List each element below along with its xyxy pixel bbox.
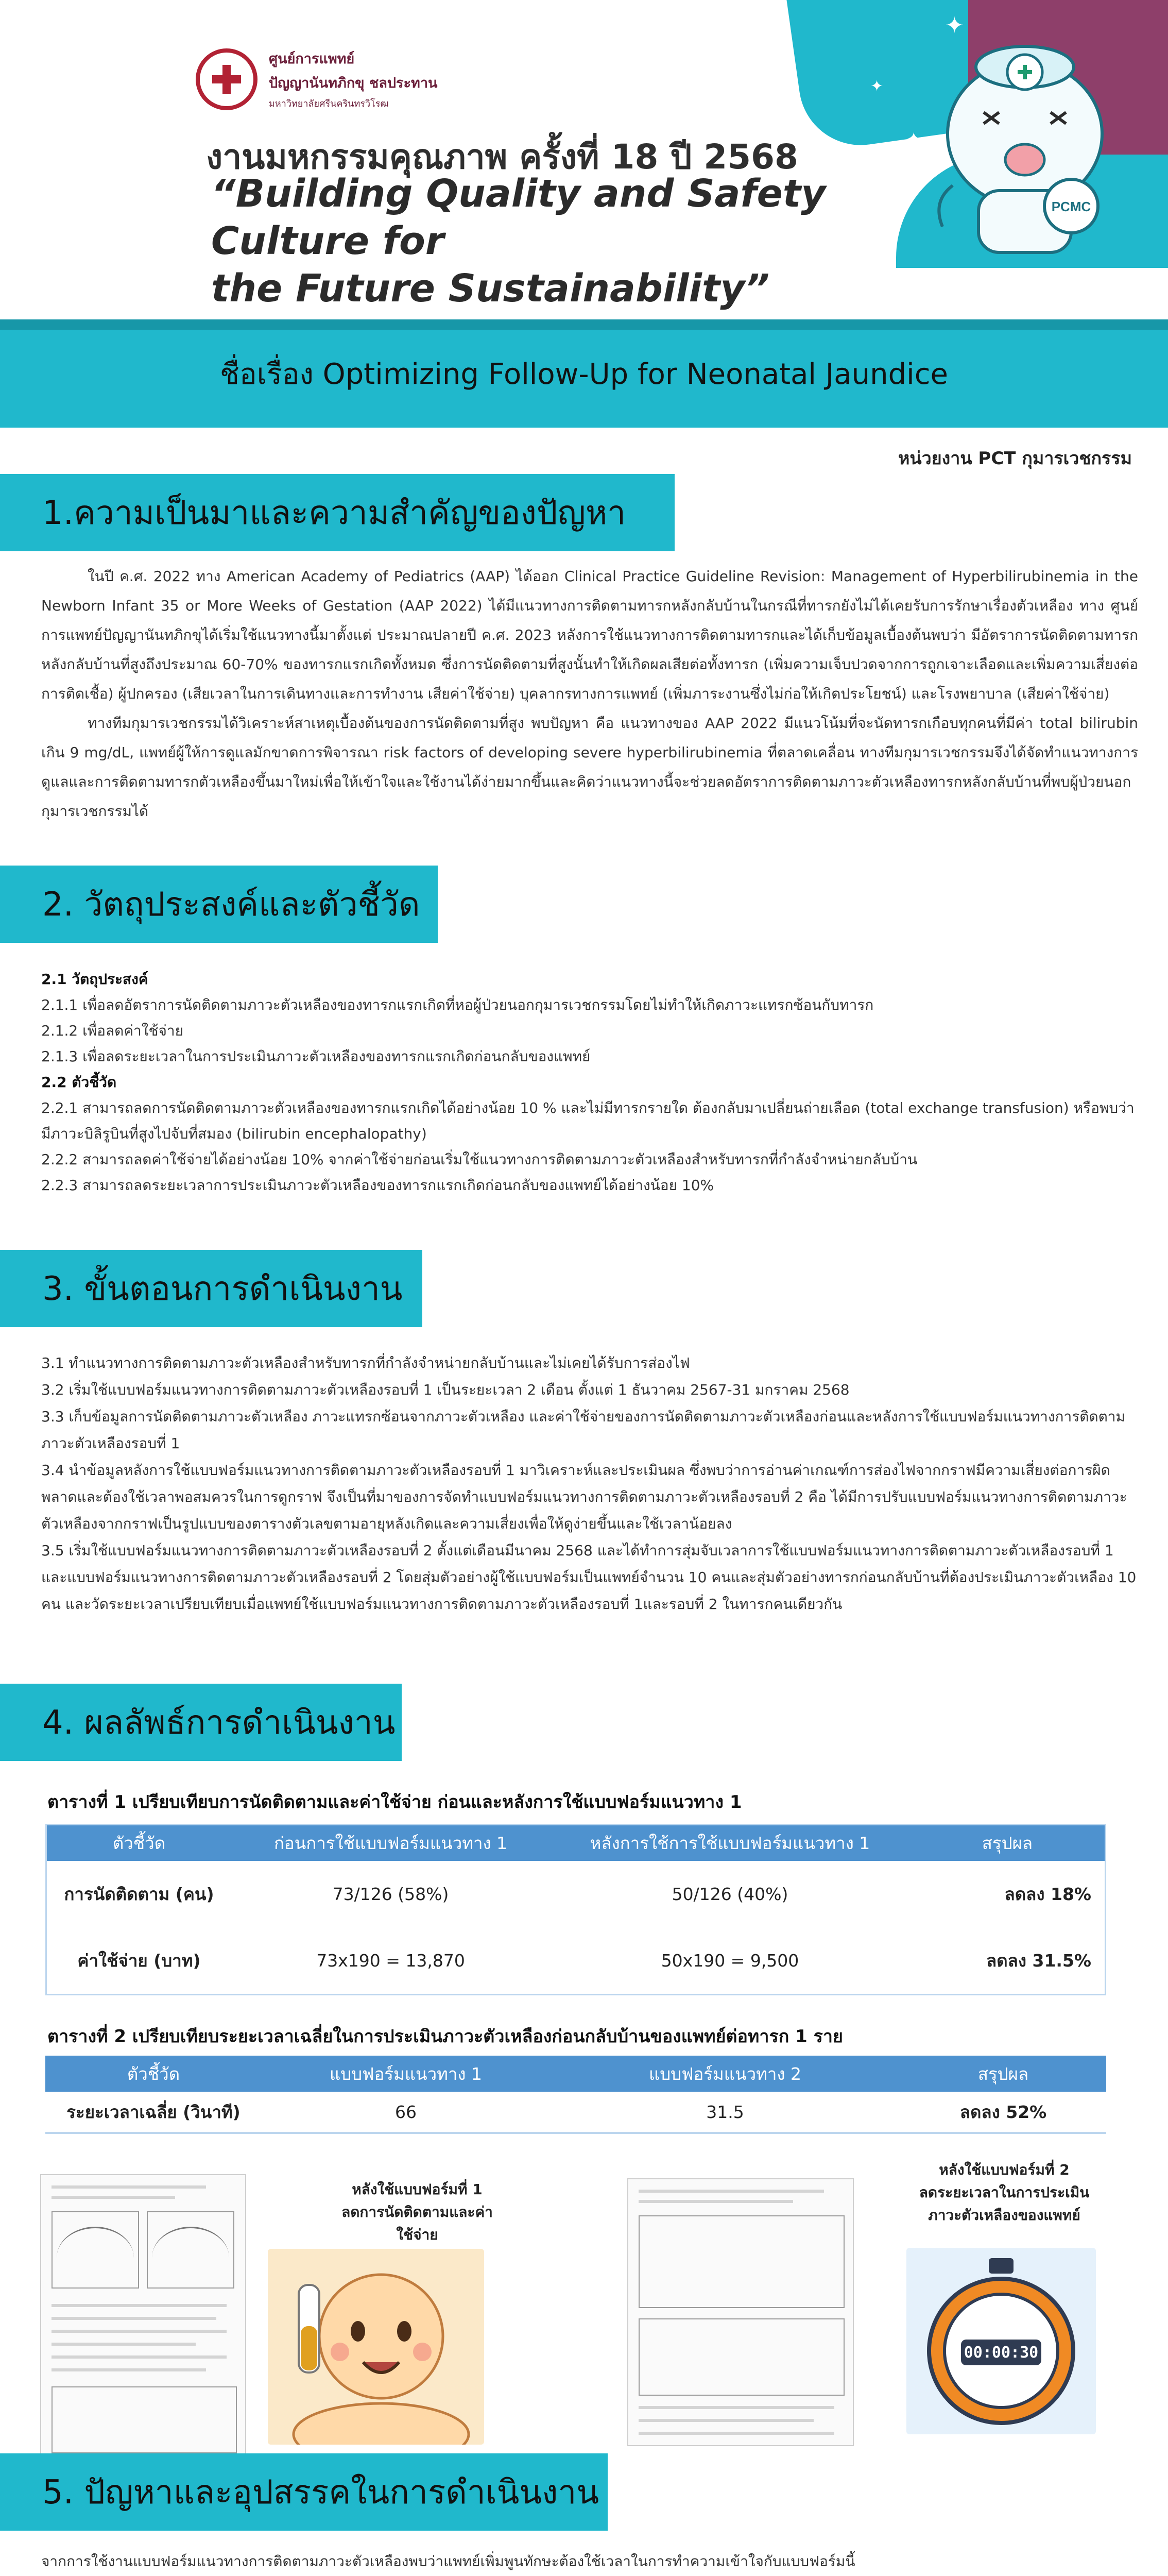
- section-3-header: 3. ขั้นตอนการดำเนินงาน: [0, 1250, 422, 1327]
- step-item: 3.2 เริ่มใช้แบบฟอร์มแนวทางการติดตามภาวะตัวเหลืองรอบที่ 1 เป็นระยะเวลา 2 เดือน ตั้งแต่ 1 ธันวาคม 2567-31 มกราคม 2568: [41, 1381, 850, 1398]
- section-3-body: [41, 1350, 1138, 1618]
- table-header-cell: สรุปผล: [900, 2056, 1106, 2092]
- indicator-item: 2.2.3 สามารถลดระยะเวลาการประเมินภาวะตัวเหลืองของทารกแรกเกิดก่อนกลับของแพทย์ได้อย่างน้อย 10%: [41, 1177, 714, 1194]
- form-1-thumbnail: [40, 2174, 246, 2463]
- step-item: 3.1 ทำแนวทางการติดตามภาวะตัวเหลืองสำหรับทารกที่กำลังจำหน่ายกลับบ้านและไม่เคยได้รับการส่องไฟ: [41, 1354, 690, 1371]
- hospital-emblem-icon: [196, 48, 257, 110]
- step-item: 3.5 เริ่มใช้แบบฟอร์มแนวทางการติดตามภาวะตัวเหลืองรอบที่ 2 ตั้งแต่เดือนมีนาคม 2568 และได้ทำการสุ่มจับเวลาการใช้แบบฟอร์มแนวทางการติดตามภาวะตัวเหลืองรอบที่ 1 และแบบฟอร์มแนวทางการติดตามภาวะตัวเหลืองรอบที่ 2 โดยสุ่มตัวอย่างผู้ใช้แบบฟอร์มเป็นแพทย์จำนวน 10 คนและสุ่มตัวอย่างทารกก่อนกลับบ้านที่ต้องประเมินภาวะตัวเหลือง 10 คน และวัดระยะเวลาเปรียบเทียบเมื่อแพทย์ใช้แบบฟอร์มแนวทางการติดตามภาวะตัวเหลืองรอบที่ 1และรอบที่ 2 ในทารกคนเดียวกัน: [41, 1542, 1137, 1613]
- objective-item: 2.1.3 เพื่อลดระยะเวลาในการประเมินภาวะตัวเหลืองของทารกแรกเกิดก่อนกลับของแพทย์: [41, 1048, 591, 1065]
- section-4-header: 4. ผลลัพธ์การดำเนินงาน: [0, 1684, 402, 1761]
- table-cell: ลดลง 52%: [900, 2092, 1106, 2133]
- star-icon: ✦: [870, 77, 884, 95]
- objective-item: 2.1.1 เพื่อลดอัตราการนัดติดตามภาวะตัวเหลืองของทารกแรกเกิดที่หอผู้ป่วยนอกกุมารเวชกรรมโดยไม่ทำให้เกิดภาวะแทรกซ้อนกับทารก: [41, 996, 874, 1013]
- event-theme-line2: the Future Sustainability”: [211, 266, 770, 311]
- objective-heading: 2.1 วัตถุประสงค์: [41, 971, 148, 988]
- timer-readout: 00:00:30: [964, 2344, 1039, 2362]
- table-cell: 73x190 = 13,870: [316, 1951, 465, 1971]
- project-title: ชื่อเรื่อง Optimizing Follow-Up for Neonatal Jaundice: [220, 357, 948, 391]
- table-row: [45, 2092, 1106, 2133]
- logo-name-line2: ปัญญานันทภิกขุ ชลประทาน: [269, 75, 438, 91]
- event-theme: [211, 170, 891, 312]
- poster-header: [0, 0, 1168, 319]
- logo-university: มหาวิทยาลัยศรีนครินทรวิโรฒ: [269, 98, 389, 109]
- figure-2-caption-line2: ลดระยะเวลาในการประเมิน: [919, 2184, 1090, 2201]
- table-header-cell: แบบฟอร์มแนวทาง 1: [262, 2056, 550, 2092]
- table-cell: ค่าใช้จ่าย (บาท): [77, 1951, 201, 1971]
- table-cell: 50/126 (40%): [672, 1884, 788, 1904]
- tooth-mascot-illustration: [922, 36, 1128, 273]
- table-cell: ระยะเวลาเฉลี่ย (วินาที): [45, 2092, 262, 2133]
- star-icon: ✦: [945, 12, 964, 39]
- table-1: [45, 1824, 1106, 1995]
- table-cell: 50x190 = 9,500: [661, 1951, 799, 1971]
- table-cell: 66: [262, 2092, 550, 2133]
- table-1-caption: ตารางที่ 1 เปรียบเทียบการนัดติดตามและค่าใช้จ่าย ก่อนและหลังการใช้แบบฟอร์มแนวทาง 1: [47, 1792, 742, 1812]
- mascot-badge-text: PCMC: [1051, 199, 1091, 214]
- figure-1-caption-line1: หลังใช้แบบฟอร์มที่ 1: [352, 2181, 483, 2198]
- table-header-cell: สรุปผล: [910, 1825, 1106, 1861]
- department-unit: หน่วยงาน PCT กุมารเวชกรรม: [898, 448, 1132, 469]
- project-title-band: [0, 319, 1168, 428]
- event-title: งานมหกรรมคุณภาพ ครั้งที่ 18 ปี 2568: [206, 137, 798, 177]
- table-2: [45, 2056, 1106, 2134]
- section-2-header: 2. วัตถุประสงค์และตัวชี้วัด: [0, 866, 438, 943]
- figure-2-caption-line1: หลังใช้แบบฟอร์มที่ 2: [939, 2161, 1070, 2178]
- step-item: 3.3 เก็บข้อมูลการนัดติดตามภาวะตัวเหลือง ภาวะแทรกซ้อนจากภาวะตัวเหลือง และค่าใช้จ่ายของการนัดติดตามภาวะตัวเหลืองก่อนและหลังการใช้แบบฟอร์มแนวทางการติดตามภาวะตัวเหลืองรอบที่ 1: [41, 1408, 1125, 1452]
- section-1-paragraph-1: ในปี ค.ศ. 2022 ทาง American Academy of Pediatrics (AAP) ได้ออก Clinical Practice Guideline Revision: Management of Hyperbilirubinemia in the Newborn Infant 35 or More Weeks of Gestation (AAP 2022) ได้มีแนวทางการติดตามทารกหลังกลับบ้านในกรณีที่ทารกยังไม่ได้เคยรับการรักษาเรื่องตัวเหลือง ทาง ศูนย์การแพทย์ปัญญานันทภิกขุได้เริ่มใช้แนวทางนี้มาตั้งแต่ ประมาณปลายปี ค.ศ. 2023 หลังการใช้แนวทางการติดตามทารกและได้เก็บข้อมูลเบื้องต้นพบว่า มีอัตราการนัดติดตามทารกหลังกลับบ้านที่สูงถึงประมาณ 60-70% ของทารกแรกเกิดทั้งหมด ซึ่งการนัดติดตามที่สูงนั้นทำให้เกิดผลเสียต่อทั้งทารก (เพิ่มความเจ็บปวดจากการถูกเจาะเลือดและเพิ่มความเสี่ยงต่อการติดเชื้อ) ผู้ปกครอง (เสียเวลาในการเดินทางและการทำงาน เสียค่าใช้จ่าย) บุคลากรทางการแพทย์ (เพิ่มภาระงานซึ่งไม่ก่อให้เกิดประโยชน์) และโรงพยาบาล (เสียค่าใช้จ่าย): [41, 568, 1138, 702]
- objective-item: 2.1.2 เพื่อลดค่าใช้จ่าย: [41, 1022, 183, 1039]
- form-2-thumbnail: [627, 2178, 854, 2446]
- table-header-cell: ตัวชี้วัด: [45, 2056, 262, 2092]
- indicator-item: 2.2.1 สามารถลดการนัดติดตามภาวะตัวเหลืองของทารกแรกเกิดได้อย่างน้อย 10 % และไม่มีทารกรายใด ต้องกลับมาเปลี่ยนถ่ายเลือด (total exchange transfusion) หรือพบว่ามีภาวะบิลิรูบินที่สูงไปจับที่สมอง (bilirubin encephalopathy): [41, 1099, 1135, 1142]
- indicator-heading: 2.2 ตัวชี้วัด: [41, 1074, 117, 1091]
- section-5-header: 5. ปัญหาและอุปสรรคในการดำเนินงาน: [0, 2453, 608, 2531]
- hospital-logo: [196, 47, 437, 111]
- section-1-header: 1.ความเป็นมาและความสำคัญของปัญหา: [0, 474, 675, 551]
- table-header-cell: ตัวชี้วัด: [46, 1825, 232, 1861]
- table-cell: การนัดติดตาม (คน): [64, 1884, 214, 1904]
- logo-name-line1: ศูนย์การแพทย์: [269, 51, 355, 67]
- table-cell: ลดลง 31.5%: [986, 1951, 1091, 1971]
- figure-1-caption-line2: ลดการนัดติดตามและค่าใช้จ่าย: [341, 2204, 493, 2243]
- section-2-body: [41, 967, 1138, 1198]
- table-header-cell: ก่อนการใช้แบบฟอร์มแนวทาง 1: [231, 1825, 550, 1861]
- table-row: [46, 1861, 1106, 1928]
- table-cell: 73/126 (58%): [332, 1884, 449, 1904]
- figure-2-caption: [896, 2159, 1112, 2227]
- step-item: 3.4 นำข้อมูลหลังการใช้แบบฟอร์มแนวทางการติดตามภาวะตัวเหลืองรอบที่ 1 มาวิเคราะห์และประเมินผล ซึ่งพบว่าการอ่านค่าเกณฑ์การส่องไฟจากกราฟมีความเสี่ยงต่อการผิดพลาดและต้องใช้เวลาพอสมควรในการดูกราฟ จึงเป็นที่มาของการจัดทำแบบฟอร์มแนวทางการติดตามภาวะตัวเหลืองรอบที่ 2 คือ ได้มีการปรับแบบฟอร์มแนวทางการติดตามภาวะตัวเหลืองจากกราฟเป็นรูปแบบของตารางตัวเลขตามอายุหลังเกิดและความเสี่ยงเพื่อให้ดูง่ายขึ้นและใช้เวลาน้อยลง: [41, 1462, 1127, 1532]
- section-1-paragraph-2: ทางทีมกุมารเวชกรรมได้วิเคราะห์สาเหตุเบื้องต้นของการนัดติดตามที่สูง พบปัญหา คือ แนวทางของ AAP 2022 มีแนวโน้มที่จะนัดทารกเกือบทุกคนที่มีค่า total bilirubin เกิน 9 mg/dL, แพทย์ผู้ให้การดูแลมักขาดการพิจารณา risk factors of developing severe hyperbilirubinemia ที่ตลาดเคลื่อน ทางทีมกุมารเวชกรรมจึงได้จัดทำแนวทางการดูแลและการติดตามทารกตัวเหลืองขึ้นมาใหม่เพื่อให้เข้าใจและใช้งานได้ง่ายมากขึ้นและคิดว่าแนวทางนี้จะช่วยลดอัตราการติดตามภาวะตัวเหลืองทารกหลังกลับบ้านที่พบผู้ป่วยนอกกุมารเวชกรรมได้: [41, 715, 1138, 820]
- event-theme-line1: “Building Quality and Safety Culture for: [211, 172, 826, 263]
- table-header-cell: แบบฟอร์มแนวทาง 2: [550, 2056, 900, 2092]
- table-2-caption: ตารางที่ 2 เปรียบเทียบระยะเวลาเฉลี่ยในการประเมินภาวะตัวเหลืองก่อนกลับบ้านของแพทย์ต่อทารก 1 ราย: [47, 2026, 843, 2047]
- table-row: [46, 1928, 1106, 1995]
- stopwatch-illustration: [906, 2248, 1096, 2434]
- baby-illustration: [268, 2249, 484, 2445]
- figure-2-caption-line3: ภาวะตัวเหลืองของแพทย์: [928, 2207, 1080, 2224]
- table-header-cell: หลังการใช้การใช้แบบฟอร์มแนวทาง 1: [550, 1825, 910, 1861]
- section-1-body: [41, 562, 1138, 826]
- table-cell: 31.5: [550, 2092, 900, 2133]
- star-icon: ✦: [906, 129, 921, 149]
- figure-1-caption: [340, 2178, 494, 2246]
- table-cell: ลดลง 18%: [1004, 1884, 1091, 1904]
- indicator-item: 2.2.2 สามารถลดค่าใช้จ่ายได้อย่างน้อย 10% จากค่าใช้จ่ายก่อนเริ่มใช้แนวทางการติดตามภาวะตัวเหลืองสำหรับทารกที่กำลังจำหน่ายกลับบ้าน: [41, 1151, 918, 1168]
- section-5-body: จากการใช้งานแบบฟอร์มแนวทางการติดตามภาวะตัวเหลืองพบว่าแพทย์เพิ่มพูนทักษะต้องใช้เวลาในการทำความเข้าใจกับแบบฟอร์มนี้: [41, 2553, 855, 2570]
